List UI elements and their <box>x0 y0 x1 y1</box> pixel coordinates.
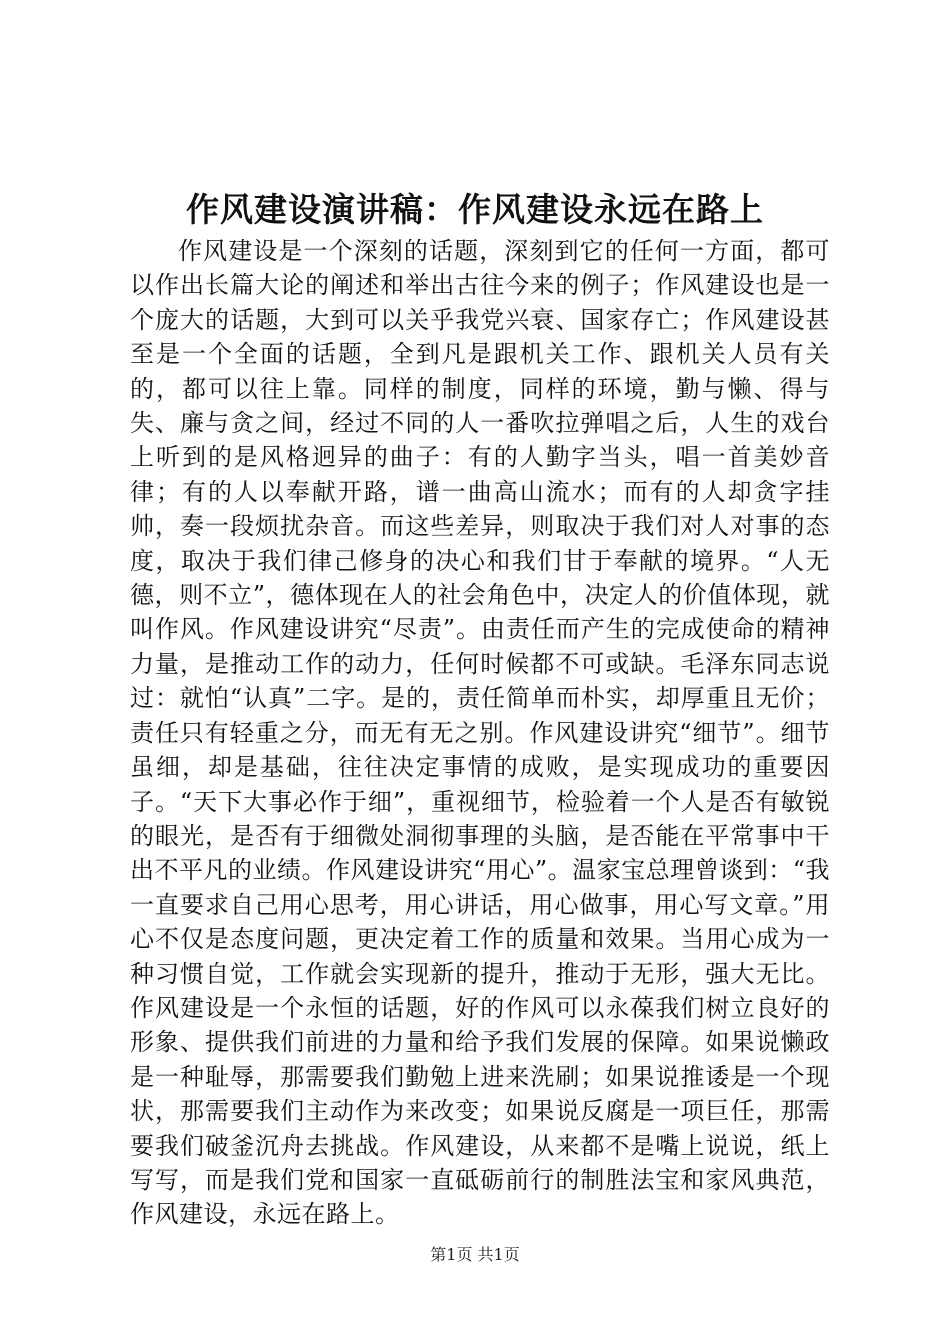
document-title: 作风建设演讲稿：作风建设永远在路上 <box>186 190 764 229</box>
page-footer: 第1页 共1页 <box>430 1245 520 1264</box>
document-body-paragraph: 作风建设是一个深刻的话题，深刻到它的任何一方面，都可以作出长篇大论的阐述和举出古往今来的例子；作风建设也是一个庞大的话题，大到可以关乎我党兴衰、国家存亡；作风建设甚至是一个全面的话题，全到凡是跟机关工作、跟机关人员有关的，都可以往上靠。同样的制度，同样的环境，勤与懒、得与失、廉与贪之间，经过不同的人一番吹拉弹唱之后，人生的戏台上听到的是风格迥异的曲子：有的人勤字当头，唱一首美妙音律；有的人以奉献开路，谱一曲高山流水；而有的人却贪字挂帅，奏一段烦扰杂音。而这些差异，则取决于我们对人对事的态度，取决于我们律己修身的决心和我们甘于奉献的境界。“人无德，则不立”，德体现在人的社会角色中，决定人的价值体现，就叫作风。作风建设讲究“尽责”。由责任而产生的完成使命的精神力量，是推动工作的动力，任何时候都不可或缺。毛泽东同志说过：就怕“认真”二字。是的，责任简单而朴实，却厚重且无价；责任只有轻重之分，而无有无之别。作风建设讲究“细节”。细节虽细，却是基础，往往决定事情的成败，是实现成功的重要因子。“天下大事必作于细”，重视细节，检验着一个人是否有敏锐的眼光，是否有于细微处洞彻事理的头脑，是否能在平常事中干出不平凡的业绩。作风建设讲究“用心”。温家宝总理曾谈到：“我一直要求自己用心思考，用心讲话，用心做事，用心写文章。”用心不仅是态度问题，更决定着工作的质量和效果。当用心成为一种习惯自觉，工作就会实现新的提升，推动于无形，强大无比。作风建设是一个永恒的话题，好的作风可以永葆我们树立良好的形象、提供我们前进的力量和给予我们发展的保障。如果说懒政是一种耻辱，那需要我们勤勉上进来洗刷；如果说推诿是一个现状，那需要我们主动作为来改变；如果说反腐是一项巨任，那需要我们破釜沉舟去挑战。作风建设，从来都不是嘴上说说，纸上写写，而是我们党和国家一直砥砺前行的制胜法宝和家风典范，作风建设，永远在路上。 <box>130 237 830 1229</box>
